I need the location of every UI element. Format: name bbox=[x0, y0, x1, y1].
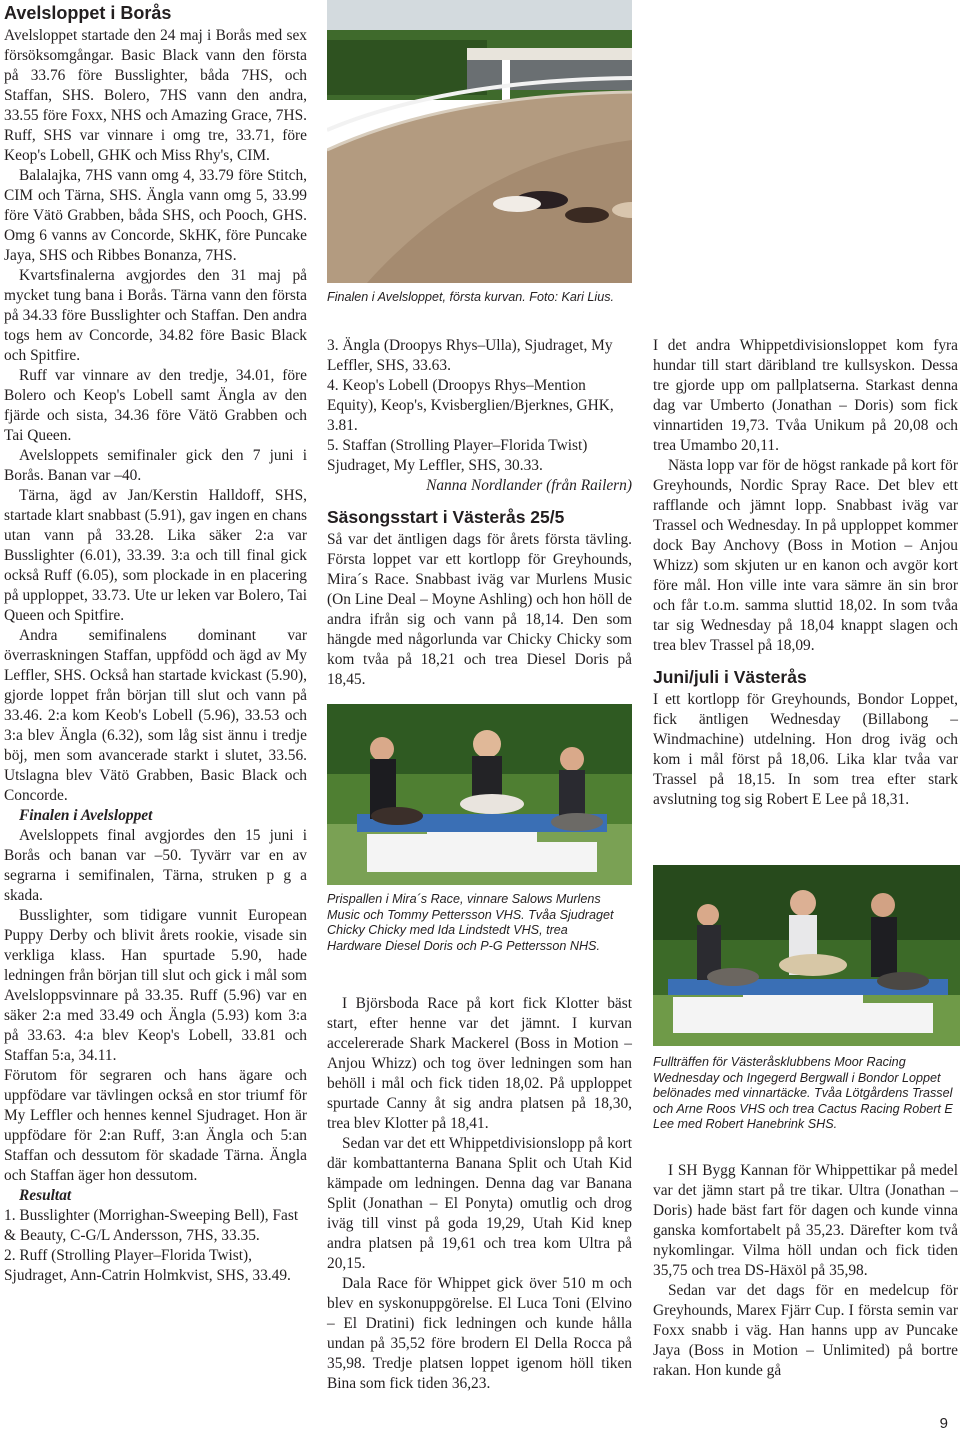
paragraph: Avelsloppets semifinaler gick den 7 juni i Borås. Banan var –40. bbox=[4, 447, 307, 484]
paragraph: Avelsloppet startade den 24 maj i Borås med sex försöksomgångar. Basic Black vann den första på 33.76 före Busslighter, båda 7HS, och Staffan, SHS. Bolero, 7HS vann den andra, 33.55 före Foxx, NHS och Amazing Grace, 7HS. Ruff, SHS var vinnare i omg tre, 33.71, före Keop's Lobell, GHK och Miss Rhy's, CIM. bbox=[4, 27, 307, 164]
paragraph: I Björsboda Race på kort fick Klotter bäst start, efter henne var det jämnt. I kurvan accelererade Shark Mackerel (Boss in Motion – Anjou Whizz) och tog över ledningen som han behöll i mål och fick tiden 18,02. På upploppet spurtade Canny åt sig andra platsen på 18,30, trea blev Klotter på 18,41. bbox=[327, 995, 632, 1132]
middle-column-top bbox=[327, 336, 632, 690]
result-item: 3. Ängla (Droopys Rhys–Ulla), Sjudraget, My Leffler, SHS, 33.63. bbox=[327, 337, 613, 374]
winners-photo bbox=[653, 865, 960, 1046]
photo-caption-winners: Fullträffen för Västeråsklubbens Moor Racing Wednesday och Ingegerd Bergwall i Bondor Loppet belönades med vinnartäcke. Tvåa Lötgårdens Trassel och Arne Roos VHS och trea Cactus Racing Robert E Lee med Robert Hanebrink SHS. bbox=[653, 1055, 953, 1131]
paragraph: Sedan var det ett Whippetdivisionslopp på kort där kombattanterna Banana Split och Utah Kid kämpade om ledningen. Denna dag var Banana Split (Jonathan – El Ponyta) omutlig och drog iväg till vinst på goda 19,29, Utah Kid knep andra platsen på 19,61 och trea kom Ultra på 20,15. bbox=[327, 1135, 632, 1272]
paragraph: Andra semifinalens dominant var överraskningen Staffan, uppfödd och ägd av My Leffler, SHS. Också han startade kvickast (5.90), gjorde loppet från början till slut och vann på 33.46. 2:a kom Keob's Lobell (5.96), 33.53 och 3:a blev Ängla (6.32), som låg sist ännu i tredje böj, men som avancerade starkt i slutet, 33.56. Utslagna blev Vätö Grabben, Basic Black och Concorde. bbox=[4, 627, 307, 804]
paragraph: Så var det äntligen dags för årets första tävling. Första loppet var ett kortlopp för Greyhounds, Mira´s Race. Snabbast iväg var Murlens Music (On Line Deal – Moyne Ashling) och hon höll de andra ifrån sig och vann på 18,14. Den som hängde med någorlunda var Chicky Chicky som kom tvåa på 18,21 och trea Diesel Doris på 18,45. bbox=[327, 531, 632, 688]
paragraph: Avelsloppets final avgjordes den 15 juni i Borås och banan var –50. Tyvärr var en av segrarna i semifinalen, Tärna, struken p g a skada. bbox=[4, 827, 307, 904]
paragraph: Ruff var vinnare av den tredje, 34.01, före Bolero och Keop's Lobell samt Ängla av den fjärde och sista, 34.36 före Vätö Grabben och Tai Queen. bbox=[4, 367, 307, 444]
podium-photo bbox=[327, 704, 632, 885]
paragraph: Tärna, ägd av Jan/Kerstin Halldoff, SHS, startade klart snabbast (5.91), gav ingen en chans utan vann på 33.28. Lika säker 2:a var Busslighter (6.01), 33.39. 3:a och till final gick också Ruff (6.05), som plockade in en placering på upploppet, 33.73. Ute ur leken var Bolero, Tai Queen och Spitfire. bbox=[4, 487, 308, 624]
race-track-photo bbox=[327, 0, 632, 283]
article-title-avelsloppet: Avelsloppet i Borås bbox=[4, 3, 172, 23]
paragraph: Busslighter, som tidigare vunnit European Puppy Derby och blivit årets rookie, visade sin verkliga klass. Han spurtade 5.90, hade ledningen från början till slut och gick i mål som Avelsloppsvinnare på 33.35. Ruff (5.96) var en säker 2:a med 33.49 och Ängla (5.93) kom 3:a på 33.63. 4:a blev Keop's Lobell, 33.81 och Staffan 5:a, 34.11. bbox=[4, 907, 307, 1064]
author-credit: Nanna Nordlander (från Railern) bbox=[426, 477, 632, 494]
race-track-image bbox=[327, 0, 632, 283]
paragraph: I det andra Whippetdivisionsloppet kom fyra hundar till start däribland tre kullsyskon. Dessa tre gjorde upp om pallplatserna. Starkast denna dag var Umberto (Jonathan – Doris) som fick vinnartiden 19,73. Tvåa Unikum på 20,08 och trea Umambo 20,11. bbox=[653, 337, 958, 454]
result-item: 1. Busslighter (Morrighan-Sweeping Bell), Fast & Beauty, C-G/L Andersson, 7HS, 33.35. bbox=[4, 1207, 299, 1244]
subheading-results: Resultat bbox=[19, 1187, 72, 1204]
subheading-final: Finalen i Avelsloppet bbox=[19, 807, 153, 824]
paragraph: Sedan var det dags för en medelcup för Greyhounds, Marex Fjärr Cup. I första semin var Foxx snabb i väg. Han hanns upp av Puncake Jaya (Boss in Motion – Unlimited) på bortre rakan. Hon kunde gå bbox=[653, 1282, 958, 1379]
result-item: 4. Keop's Lobell (Droopys Rhys–Mention Equity), Keop's, Kvisberglien/Bjerknes, GHK, 3.81. bbox=[327, 377, 614, 434]
paragraph: Förutom för segraren och hans ägare och uppfödare var tävlingen också en stor triumf för My Leffler och hennes kennel Sjudraget. Hon är uppfödare för 2:an Ruff, 3:an Ängla och 5:an Staffan och dessutom för skadade Tärna. Ängla och Staffan äger hon dessutom. bbox=[4, 1067, 307, 1184]
result-item: 2. Ruff (Strolling Player–Florida Twist), Sjudraget, Ann-Catrin Holmkvist, SHS, 33.49. bbox=[4, 1247, 291, 1284]
paragraph: I ett kortlopp för Greyhounds, Bondor Loppet, fick äntligen Wednesday (Billabong – Windmachine) utdelning. Hon drog iväg och kom i mål först på 18,06. Lika klar tvåa var Trassel på 18,15. In som trea efter stark avslutning tog sig Robert E Lee på 18,31. bbox=[653, 691, 958, 808]
paragraph: Dala Race för Whippet gick över 510 m och blev en syskonuppgörelse. El Luca Toni (Elvino – El Dratini) fick ledningen och kunde hålla undan på 35,52 före brodern El Della Rocca på 35,98. Tredje platsen loppet igenom höll tiken Bina som fick tiden 36,23. bbox=[327, 1275, 632, 1392]
page-number: 9 bbox=[939, 1415, 948, 1432]
photo-caption-race: Finalen i Avelsloppet, första kurvan. Foto: Kari Lius. bbox=[327, 290, 614, 304]
paragraph: I SH Bygg Kannan för Whippettikar på medel var det jämn start på tre tikar. Ultra (Jonathan – Doris) hade bäst fart för dagen och kunde vinna ganska komfortabelt på 35,23. Därefter kom två nykomlingar. Vilma höll undan och fick tiden 35,75 och trea DS-Häxöl på 35,98. bbox=[653, 1162, 958, 1279]
paragraph: Kvartsfinalerna avgjordes den 31 maj på mycket tung bana i Borås. Tärna vann den första på 34.33 före Busslighter och Staffan. Den andra togs hem av Concorde, 34.82 före Basic Black och Spitfire. bbox=[4, 267, 307, 364]
middle-column-bottom bbox=[327, 994, 632, 1394]
left-column bbox=[4, 2, 307, 1286]
winners-image bbox=[653, 865, 960, 1046]
paragraph: Balalajka, 7HS vann omg 4, 33.79 före Stitch, CIM och Tärna, SHS. Ängla vann omg 5, 33.99 före Vätö Grabben, båda SHS, och Pooch, GHS. Omg 6 vanns av Concorde, SkHK, före Puncake Jaya, SHS och Ribbes Bonanza, 7HS. bbox=[4, 167, 307, 264]
result-item: 5. Staffan (Strolling Player–Florida Twist) Sjudraget, My Leffler, SHS, 30.33. bbox=[327, 437, 588, 474]
right-column-bottom bbox=[653, 1161, 958, 1381]
podium-image bbox=[327, 704, 632, 885]
paragraph: Nästa lopp var för de högst rankade på kort för Greyhounds, Nordic Spray Race. Det blev ett rafflande och jämnt lopp. Snabbast iväg var Trassel och Wednesday. In på upploppet kommer dock Bay Anchovy (Boss in Motion – Anjou Whizz) som skjuten ur en kanon och avgör kort före mål. Hon ville inte vara sämre än sin bror och får t.o.m. samma sluttid 18,02. In som tvåa tar sig Wednesday på 18,04 knappt slagen och trea blev Trassel på 18,09. bbox=[653, 457, 958, 654]
right-column-top bbox=[653, 336, 958, 810]
photo-caption-podium: Prispallen i Mira´s Race, vinnare Salows Murlens Music och Tommy Pettersson VHS. Tvåa Sjudraget Chicky Chicky med Ida Lindstedt VHS, trea Hardware Diesel Doris och P-G Pettersson NHS. bbox=[327, 892, 614, 953]
article-title-vasteras: Säsongsstart i Västerås 25/5 bbox=[327, 507, 565, 527]
article-title-juni-juli: Juni/juli i Västerås bbox=[653, 667, 807, 687]
